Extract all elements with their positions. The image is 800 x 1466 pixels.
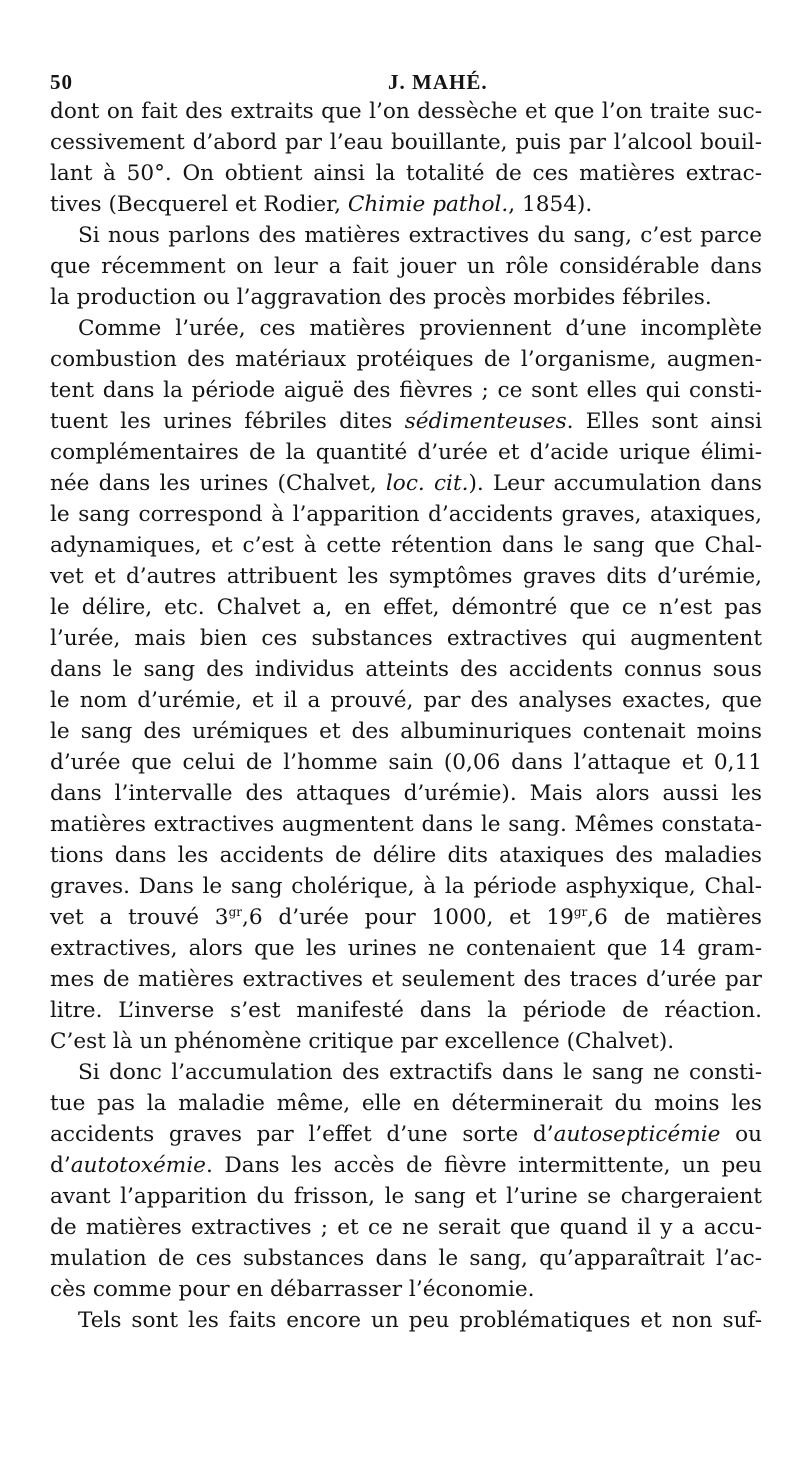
text-line: tives (Becquerel et Rodier, Chimie pathol., 1854). [50, 192, 593, 217]
text-line: tent dans la période aiguë des fièvres ; ce sont elles qui consti- [50, 378, 762, 403]
text-line: tue pas la maladie même, elle en déterminerait du moins les [50, 1091, 762, 1116]
page [50, 62, 762, 1336]
text-line: tuent les urines fébriles dites sédimenteuses. Elles sont ainsi [50, 409, 762, 434]
text-line: combustion des matériaux protéiques de l’organisme, augmen- [50, 347, 762, 372]
text-line: vet et d’autres attribuent les symptômes graves dits d’urémie, [50, 564, 762, 589]
text-line: le sang correspond à l’apparition d’accidents graves, ataxiques, [50, 502, 762, 527]
text-line: graves. Dans le sang cholérique, à la période asphyxique, Chal- [50, 874, 762, 899]
text-line: adynamiques, et c’est à cette rétention dans le sang que Chal- [50, 533, 762, 558]
text-line: l’urée, mais bien ces substances extractives qui augmentent [50, 626, 762, 651]
text-line: cès comme pour en débarrasser l’économie. [50, 1277, 535, 1302]
text-line: dans le sang des individus atteints des accidents connus sous [50, 657, 762, 682]
text-line: le sang des urémiques et des albuminuriques contenait moins [50, 719, 762, 744]
text-line: cessivement d’abord par l’eau bouillante, puis par l’alcool bouil- [50, 130, 762, 155]
text-line: le délire, etc. Chalvet a, en effet, démontré que ce n’est pas [50, 595, 762, 620]
text-line: de matières extractives ; et ce ne serait que quand il y a accu- [50, 1215, 762, 1240]
text-line: Si nous parlons des matières extractives du sang, c’est parce [78, 223, 762, 248]
text-line: Si donc l’accumulation des extractifs dans le sang ne consti- [78, 1060, 762, 1085]
text-line: C’est là un phénomène critique par excellence (Chalvet). [50, 1029, 675, 1054]
text-line: avant l’apparition du frisson, le sang et l’urine se chargeraient [50, 1184, 762, 1209]
text-line: matières extractives augmentent dans le sang. Mêmes constata- [50, 812, 762, 837]
text-line: accidents graves par l’effet d’une sorte d’autosepticémie ou [50, 1122, 762, 1147]
text-line: mes de matières extractives et seulement des traces d’urée par [50, 967, 762, 992]
text-line: tions dans les accidents de délire dits ataxiques des maladies [50, 843, 762, 868]
body-text [50, 96, 762, 1336]
text-line: complémentaires de la quantité d’urée et d’acide urique élimi- [50, 440, 762, 465]
running-head: J. MAHÉ. [388, 70, 488, 94]
page-number: 50 [50, 70, 73, 94]
text-line: vet a trouvé $3^{gr},6$ d’urée pour 1000, et $19^{gr},6$ de matières [50, 905, 762, 930]
text-line: lant à 50°. On obtient ainsi la totalité de ces matières extrac- [50, 161, 762, 186]
text-line: d’urée que celui de l’homme sain (0,06 dans l’attaque et 0,11 [50, 750, 762, 775]
text-line: que récemment on leur a fait jouer un rôle considérable dans [50, 254, 762, 279]
text-line: la production ou l’aggravation des procès morbides fébriles. [50, 285, 712, 310]
text-line: le nom d’urémie, et il a prouvé, par des analyses exactes, que [50, 688, 762, 713]
text-line: mulation de ces substances dans le sang, qu’apparaîtrait l’ac- [50, 1246, 762, 1271]
text-line: d’autotoxémie. Dans les accès de fièvre intermittente, un peu [50, 1153, 762, 1178]
text-line: dans l’intervalle des attaques d’urémie). Mais alors aussi les [50, 781, 762, 806]
text-line: Comme l’urée, ces matières proviennent d’une incomplète [78, 316, 762, 341]
page-header [50, 62, 762, 96]
text-line: extractives, alors que les urines ne contenaient que 14 gram- [50, 936, 762, 961]
text-line: Tels sont les faits encore un peu problématiques et non suf- [78, 1308, 762, 1333]
text-line: née dans les urines (Chalvet, loc. cit.). Leur accumulation dans [50, 471, 762, 496]
text-line: dont on fait des extraits que l’on dessèche et que l’on traite suc- [50, 99, 762, 124]
text-line: litre. L’inverse s’est manifesté dans la période de réaction. [50, 998, 762, 1023]
